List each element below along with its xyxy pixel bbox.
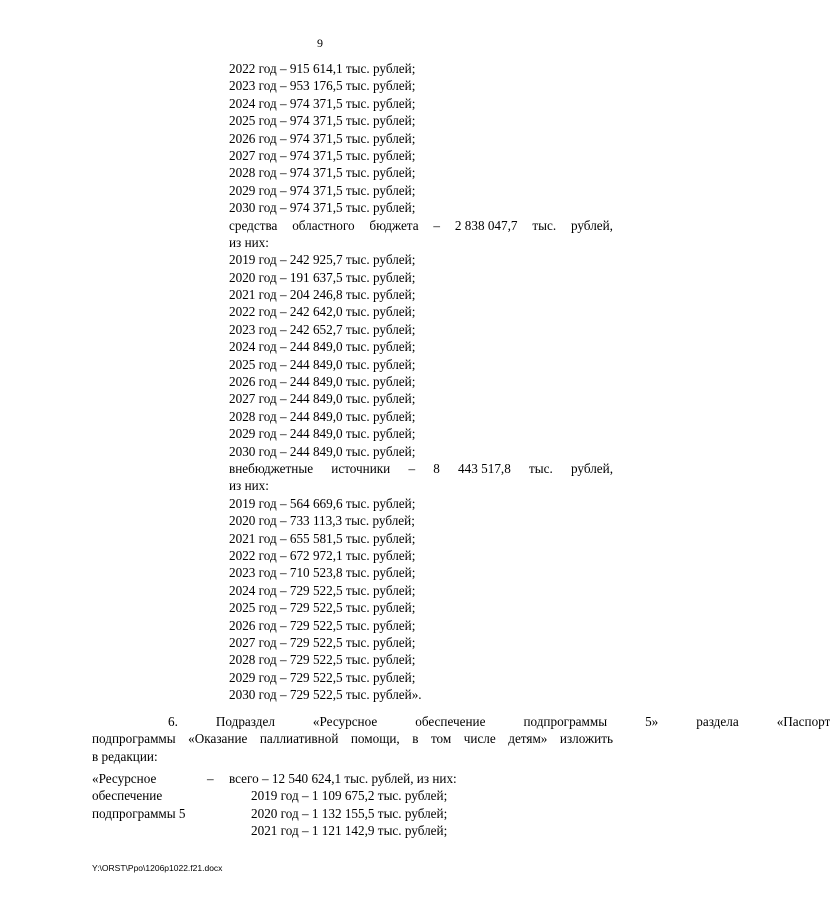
paragraph-word: в xyxy=(412,731,419,747)
heading-word: – xyxy=(408,460,416,476)
heading-word: рублей, xyxy=(570,217,613,233)
paragraph-6-line-2 xyxy=(92,730,613,747)
paragraph-word: изложить xyxy=(559,731,613,747)
extrabudget-heading-cont: из них: xyxy=(229,478,269,494)
extrabudget-year-line: 2020 год – 733 113,3 тыс. рублей; xyxy=(229,513,415,529)
extrabudget-year-line: 2027 год – 729 522,5 тыс. рублей; xyxy=(229,634,416,650)
resource-value-line: 2020 год – 1 132 155,5 тыс. рублей; xyxy=(251,805,448,821)
heading-word: тыс. xyxy=(532,217,557,233)
heading-word: областного xyxy=(292,217,355,233)
page-number: 9 xyxy=(317,36,323,50)
heading-word: 443 517,8 xyxy=(458,460,511,476)
paragraph-word: подпрограммы xyxy=(92,731,176,747)
paragraph-6-line-1 xyxy=(92,713,830,730)
extrabudget-year-line: 2030 год – 729 522,5 тыс. рублей». xyxy=(229,687,422,703)
extrabudget-heading xyxy=(229,460,613,477)
resource-label xyxy=(92,770,204,822)
resource-value-line: 2021 год – 1 121 142,9 тыс. рублей; xyxy=(251,823,448,839)
federal-year-line: 2022 год – 915 614,1 тыс. рублей; xyxy=(229,61,416,76)
heading-word: бюджета xyxy=(369,217,419,233)
paragraph-word: том xyxy=(430,731,452,747)
regional-budget-heading-cont: из них: xyxy=(229,234,269,250)
paragraph-word: числе xyxy=(463,731,496,747)
paragraph-word: «Ресурсное xyxy=(312,714,378,729)
paragraph-word: «Паспорт xyxy=(776,714,830,729)
paragraph-word: «Оказание xyxy=(188,731,248,747)
paragraph-word: детям» xyxy=(508,731,548,747)
federal-year-line: 2028 год – 974 371,5 тыс. рублей; xyxy=(229,165,416,181)
federal-year-line: 2030 год – 974 371,5 тыс. рублей; xyxy=(229,200,416,216)
extrabudget-year-line: 2025 год – 729 522,5 тыс. рублей; xyxy=(229,600,416,616)
regional-year-line: 2027 год – 244 849,0 тыс. рублей; xyxy=(229,391,416,407)
extrabudget-year-line: 2028 год – 729 522,5 тыс. рублей; xyxy=(229,652,416,668)
resource-values xyxy=(229,770,457,840)
paragraph-word: 5» xyxy=(645,714,659,729)
resource-value-line: всего – 12 540 624,1 тыс. рублей, из них: xyxy=(229,771,457,786)
resource-label-line: подпрограммы 5 xyxy=(92,805,186,821)
paragraph-word: раздела xyxy=(696,714,739,729)
footer-file-path: Y:\ORST\Ppo\1206p1022.f21.docx xyxy=(92,863,223,873)
heading-word: 8 xyxy=(433,460,440,476)
extrabudget-year-line: 2024 год – 729 522,5 тыс. рублей; xyxy=(229,582,416,598)
extrabudget-year-line: 2021 год – 655 581,5 тыс. рублей; xyxy=(229,530,416,546)
regional-year-line: 2023 год – 242 652,7 тыс. рублей; xyxy=(229,321,416,337)
federal-years-list xyxy=(229,60,613,217)
federal-year-line: 2029 год – 974 371,5 тыс. рублей; xyxy=(229,182,416,198)
regional-year-line: 2028 год – 244 849,0 тыс. рублей; xyxy=(229,408,416,424)
regional-year-line: 2025 год – 244 849,0 тыс. рублей; xyxy=(229,356,416,372)
resource-label-line: обеспечение xyxy=(92,788,163,804)
resource-dash: – xyxy=(207,771,214,786)
regional-year-line: 2024 год – 244 849,0 тыс. рублей; xyxy=(229,339,416,355)
extrabudget-year-line: 2026 год – 729 522,5 тыс. рублей; xyxy=(229,617,416,633)
paragraph-word: обеспечение xyxy=(415,714,486,729)
extrabudget-year-line: 2023 год – 710 523,8 тыс. рублей; xyxy=(229,565,416,581)
regional-budget-heading xyxy=(229,217,613,234)
paragraph-6-line-3: в редакции: xyxy=(92,748,158,764)
extrabudget-year-line: 2022 год – 672 972,1 тыс. рублей; xyxy=(229,547,416,563)
heading-word: средства xyxy=(229,217,278,233)
heading-word: рублей, xyxy=(570,460,613,476)
federal-year-line: 2027 год – 974 371,5 тыс. рублей; xyxy=(229,147,416,163)
paragraph-word: подпрограммы xyxy=(523,714,608,729)
heading-word: 2 838 047,7 xyxy=(454,217,518,233)
resource-label-line: «Ресурсное xyxy=(92,771,157,786)
extrabudget-year-line: 2029 год – 729 522,5 тыс. рублей; xyxy=(229,669,416,685)
federal-year-line: 2026 год – 974 371,5 тыс. рублей; xyxy=(229,130,416,146)
regional-year-line: 2021 год – 204 246,8 тыс. рублей; xyxy=(229,287,416,303)
extrabudget-years-list xyxy=(229,495,613,704)
regional-year-line: 2022 год – 242 642,0 тыс. рублей; xyxy=(229,304,416,320)
heading-word: тыс. xyxy=(529,460,553,476)
heading-word: источники xyxy=(331,460,391,476)
regional-year-line: 2026 год – 244 849,0 тыс. рублей; xyxy=(229,374,416,390)
heading-word: внебюджетные xyxy=(229,460,314,476)
regional-year-line: 2030 год – 244 849,0 тыс. рублей; xyxy=(229,443,416,459)
regional-year-line: 2019 год – 242 925,7 тыс. рублей; xyxy=(229,252,416,268)
federal-year-line: 2025 год – 974 371,5 тыс. рублей; xyxy=(229,113,416,129)
regional-year-line: 2029 год – 244 849,0 тыс. рублей; xyxy=(229,426,416,442)
paragraph-word: паллиативной xyxy=(259,731,339,747)
financing-block xyxy=(229,60,613,703)
paragraph-word: Подраздел xyxy=(215,714,275,729)
federal-year-line: 2024 год – 974 371,5 тыс. рублей; xyxy=(229,95,416,111)
heading-word: – xyxy=(433,217,441,233)
extrabudget-year-line: 2019 год – 564 669,6 тыс. рублей; xyxy=(229,495,416,511)
paragraph-word: 6. xyxy=(168,714,178,729)
paragraph-6 xyxy=(92,713,830,765)
paragraph-word: помощи, xyxy=(350,731,400,747)
regional-year-line: 2020 год – 191 637,5 тыс. рублей; xyxy=(229,269,416,285)
resource-value-line: 2019 год – 1 109 675,2 тыс. рублей; xyxy=(251,788,448,804)
regional-years-list xyxy=(229,251,613,460)
federal-year-line: 2023 год – 953 176,5 тыс. рублей; xyxy=(229,78,416,94)
